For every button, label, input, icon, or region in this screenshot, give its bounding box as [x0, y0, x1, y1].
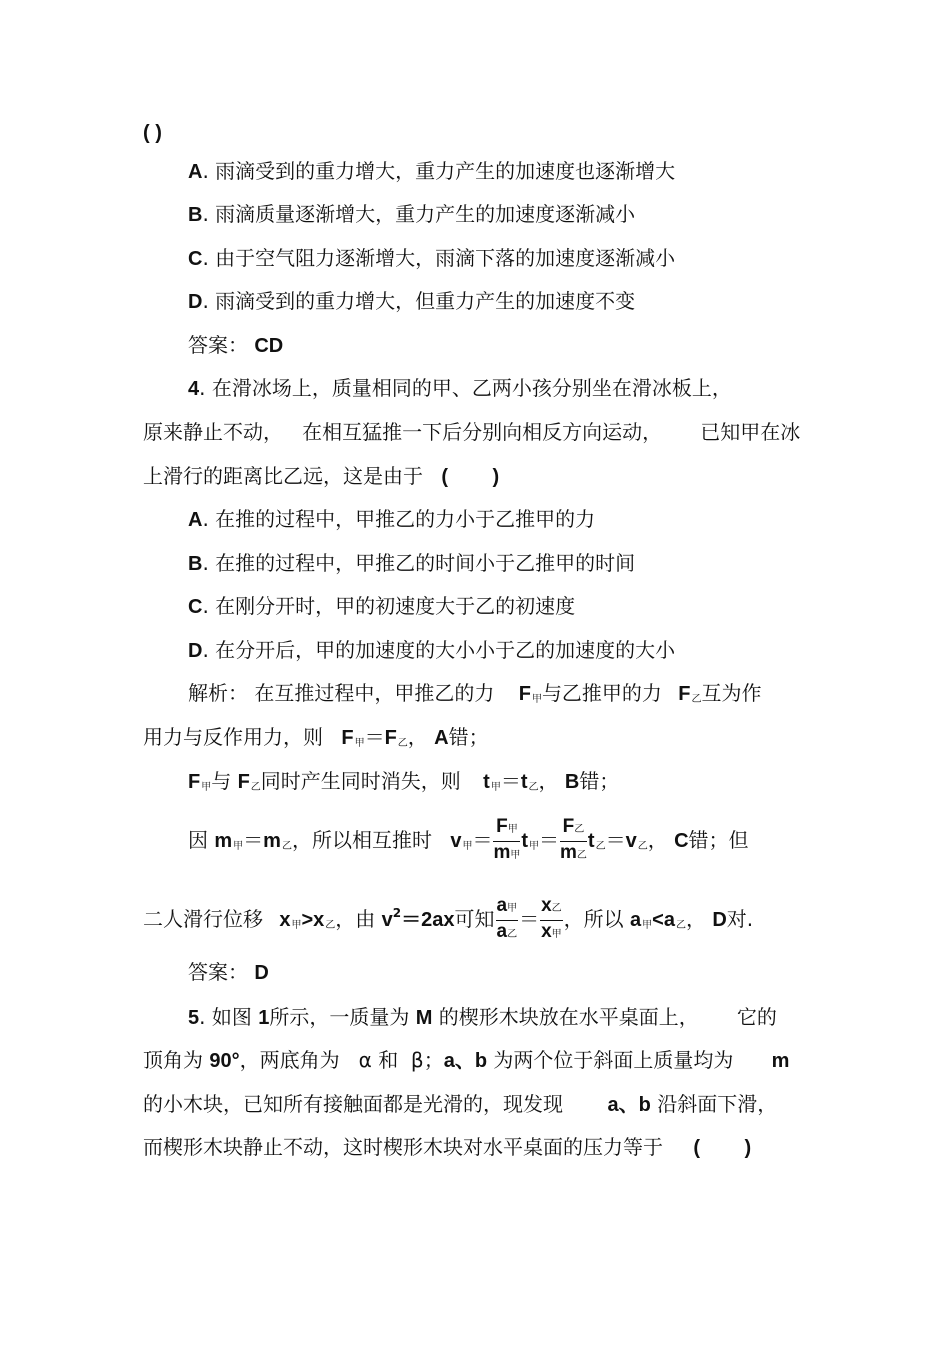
- analysis-text: 可知: [454, 907, 495, 931]
- question-text: 所示，一质量为: [269, 1005, 410, 1029]
- force-symbol: F: [518, 683, 531, 705]
- answer-prefix: 答案：: [188, 960, 248, 984]
- mass-symbol: m: [214, 830, 233, 852]
- force-symbol: F: [237, 771, 250, 793]
- option-text: . 雨滴受到的重力增大，重力产生的加速度也逐渐增大: [202, 159, 676, 183]
- time-symbol: t: [521, 830, 529, 852]
- question-number: 4: [188, 378, 200, 400]
- subscript: 乙: [691, 694, 702, 705]
- analysis-text: 解析： 在互推过程中，甲推乙的力: [188, 681, 495, 705]
- subscript: 乙: [637, 841, 648, 852]
- answer-line: [188, 332, 283, 359]
- force-symbol: F: [188, 771, 201, 793]
- subscript: 甲: [490, 782, 501, 793]
- option-label: B: [188, 204, 203, 226]
- question-text: . 如图: [199, 1005, 252, 1029]
- question-5-line-3: [143, 1091, 777, 1118]
- analysis-text: 因: [188, 828, 208, 852]
- option-text: . 在刚分开时，甲的初速度大于乙的初速度: [202, 594, 576, 618]
- analysis-text: 二人滑行位移: [143, 907, 263, 931]
- analysis-text: 与乙推甲的力: [541, 681, 662, 705]
- question-text: 为两个位于斜面上质量均为: [493, 1048, 734, 1072]
- fraction-f-over-m: $\frac{\text{F乙}}{\text{m乙}}$: [560, 816, 587, 863]
- equals-sign: ＝: [500, 769, 521, 793]
- subscript: 乙: [281, 841, 292, 852]
- option-b: [188, 201, 635, 228]
- subscript: 乙: [675, 920, 686, 931]
- answer-parentheses: ( ): [441, 466, 500, 488]
- exponent: 2: [392, 906, 402, 920]
- question-text: . 在滑冰场上，质量相同的甲、乙两小孩分别坐在滑冰板上，: [199, 376, 732, 400]
- analysis-text: ，所以相互推时: [291, 828, 432, 852]
- analysis-text: ，: [647, 828, 668, 852]
- acceleration-symbol: a: [663, 909, 675, 931]
- analysis-text: 错；: [448, 725, 489, 749]
- subscript: 甲: [462, 841, 473, 852]
- equals-sign: ＝: [605, 828, 626, 852]
- option-ref: C: [674, 830, 689, 852]
- answer-value: CD: [254, 335, 284, 357]
- analysis-text: 互为作: [701, 681, 762, 705]
- subscript: 甲: [642, 920, 653, 931]
- subscript: 乙: [397, 738, 408, 749]
- analysis-text: 错；但: [688, 828, 749, 852]
- velocity-symbol: v: [625, 830, 637, 852]
- option-b: [188, 550, 635, 577]
- analysis-text: 对.: [726, 907, 754, 931]
- subscript: 甲: [354, 738, 365, 749]
- answer-prefix: 答案：: [188, 333, 248, 357]
- formula: ＝2ax: [401, 909, 455, 931]
- option-label: C: [188, 596, 203, 618]
- subscript: 甲: [291, 920, 302, 931]
- analysis-text: ，所以: [563, 907, 624, 931]
- question-text: 沿斜面下滑，: [657, 1092, 778, 1116]
- option-d: [188, 637, 675, 664]
- time-symbol: t: [520, 771, 528, 793]
- option-ref: A: [434, 727, 449, 749]
- mass-symbol: M: [415, 1007, 433, 1029]
- mass-symbol: m: [771, 1050, 790, 1072]
- option-label: C: [188, 248, 203, 270]
- option-c: [188, 245, 675, 272]
- question-4-line-1: [188, 375, 732, 402]
- equals-sign: ＝: [472, 828, 493, 852]
- option-label: D: [188, 291, 203, 313]
- acceleration-symbol: a: [630, 909, 642, 931]
- question-text: 顶角为: [143, 1048, 203, 1072]
- block-labels: a、b: [443, 1050, 488, 1072]
- analysis-text: 与: [211, 769, 232, 793]
- block-labels: a、b: [607, 1094, 651, 1116]
- question-5-line-4: [143, 1134, 751, 1161]
- displacement-symbol: x: [279, 909, 291, 931]
- force-symbol: F: [341, 727, 354, 749]
- equals-sign: ＝: [364, 725, 385, 749]
- question-text: ，两底角为 α 和 β；: [239, 1048, 444, 1072]
- subscript: 甲: [531, 694, 542, 705]
- option-label: A: [188, 161, 203, 183]
- equals-sign: ＝: [519, 907, 540, 931]
- option-text: . 雨滴质量逐渐增大，重力产生的加速度逐渐减小: [202, 202, 636, 226]
- question-4-line-3: [143, 463, 499, 490]
- subscript: 乙: [325, 920, 336, 931]
- answer-line: [188, 959, 269, 986]
- analysis-text: ，由: [335, 907, 376, 931]
- velocity-symbol: v: [450, 830, 462, 852]
- fraction-x-ratio: $\frac{\text{x乙}}{\text{x甲}}$: [541, 895, 562, 942]
- subscript: 甲: [233, 841, 244, 852]
- less-than: <: [652, 909, 664, 931]
- analysis-text: 同时产生同时消失，则: [260, 769, 461, 793]
- option-text: . 雨滴受到的重力增大，但重力产生的加速度不变: [202, 289, 636, 313]
- option-label: B: [188, 553, 203, 575]
- question-text: 的楔形木块放在水平桌面上， 它的: [438, 1005, 777, 1029]
- option-label: A: [188, 509, 203, 531]
- question-number: 5: [188, 1007, 200, 1029]
- option-text: . 在分开后，甲的加速度的大小小于乙的加速度的大小: [202, 638, 676, 662]
- analysis-line-4: [188, 810, 749, 877]
- analysis-text: 用力与反作用力，则: [143, 725, 323, 749]
- angle-value: 90°: [209, 1050, 240, 1072]
- equals-sign: ＝: [539, 828, 560, 852]
- answer-value: D: [254, 962, 269, 984]
- displacement-symbol: x: [313, 909, 325, 931]
- question-text: 的小木块，已知所有接触面都是光滑的，现发现: [143, 1092, 563, 1116]
- question-5-line-2: [143, 1047, 789, 1074]
- option-d: [188, 288, 635, 315]
- option-text: . 由于空气阻力逐渐增大，雨滴下落的加速度逐渐减小: [202, 246, 676, 270]
- analysis-line-2: [143, 724, 489, 757]
- analysis-text: ，: [685, 907, 706, 931]
- equals-sign: ＝: [243, 828, 264, 852]
- analysis-text: ，: [538, 769, 559, 793]
- fraction-a-ratio: $\frac{\text{a甲}}{\text{a乙}}$: [496, 895, 518, 942]
- greater-than: >: [301, 909, 314, 931]
- analysis-text: ，: [407, 725, 428, 749]
- option-ref: B: [564, 771, 580, 793]
- question-5-line-1: [188, 1004, 777, 1031]
- option-c: [188, 593, 575, 620]
- mass-symbol: m: [263, 830, 281, 852]
- question-text: 而楔形木块静止不动，这时楔形木块对水平桌面的压力等于: [143, 1135, 663, 1159]
- subscript: 乙: [250, 782, 261, 793]
- time-symbol: t: [483, 771, 490, 793]
- subscript: 甲: [201, 782, 212, 793]
- time-symbol: t: [587, 830, 595, 852]
- option-ref: D: [712, 909, 727, 931]
- velocity-symbol: v: [381, 909, 393, 931]
- option-a: [188, 506, 595, 533]
- force-symbol: F: [384, 727, 397, 749]
- analysis-line-5: [143, 883, 753, 956]
- option-label: D: [188, 640, 203, 662]
- answer-parentheses: ( ): [693, 1137, 752, 1159]
- force-symbol: F: [678, 683, 691, 705]
- subscript: 甲: [529, 841, 540, 852]
- figure-number: 1: [258, 1007, 270, 1029]
- answer-parentheses: ( ): [143, 122, 162, 144]
- question-text: 上滑行的距离比乙远，这是由于: [143, 464, 423, 488]
- option-text: . 在推的过程中，甲推乙的时间小于乙推甲的时间: [202, 551, 636, 575]
- question-4-line-2: 原来静止不动， 在相互猛推一下后分别向相反方向运动， 已知甲在冰: [143, 420, 801, 444]
- subscript: 乙: [528, 782, 539, 793]
- analysis-text: 错；: [579, 769, 620, 793]
- option-a: [188, 158, 675, 185]
- option-text: . 在推的过程中，甲推乙的力小于乙推甲的力: [202, 507, 596, 531]
- analysis-line-3: [188, 768, 619, 801]
- fraction-f-over-m: $\frac{\text{F甲}}{\text{m甲}}$: [493, 816, 521, 863]
- subscript: 乙: [595, 841, 606, 852]
- analysis-line-1: [188, 680, 762, 713]
